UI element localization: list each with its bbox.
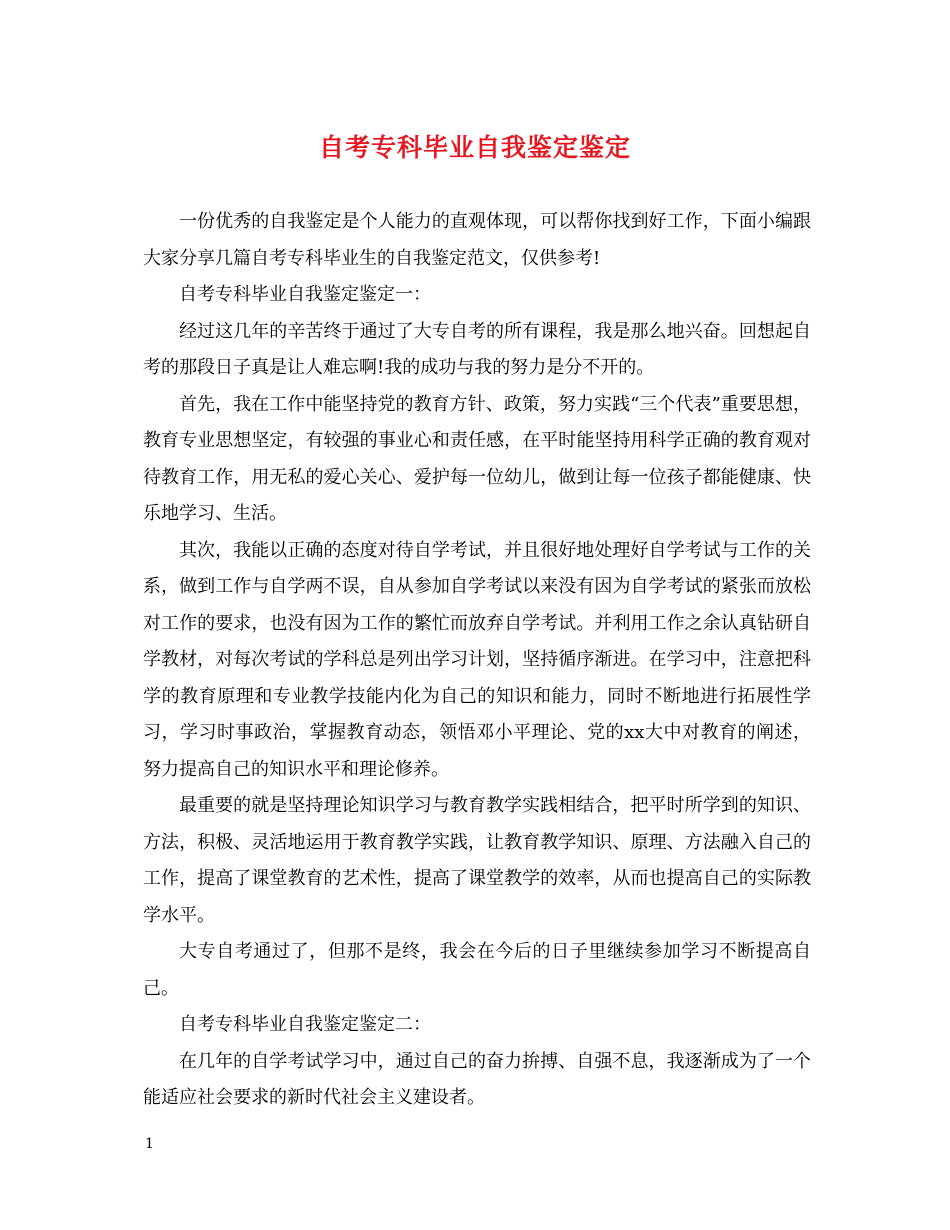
- paragraph: 经过这几年的辛苦终于通过了大专自考的所有课程，我是那么地兴奋。回想起自考的那段日子真是让人难忘啊!我的成功与我的努力是分不开的。: [143, 320, 811, 378]
- section-heading-two: 自考专科毕业自我鉴定鉴定二：: [179, 1014, 431, 1035]
- document-body: [143, 204, 811, 1117]
- paragraph: 大专自考通过了，但那不是终，我会在今后的日子里继续参加学习不断提高自己。: [143, 941, 811, 999]
- paragraph: 最重要的就是坚持理论知识学习与教育教学实践相结合，把平时所学到的知识、方法，积极、灵活地运用于教育教学实践，让教育教学知识、原理、方法融入自己的工作，提高了课堂教育的艺术性，提高了课堂教学的效率，从而也提高自己的实际教学水平。: [143, 795, 811, 926]
- paragraph-intro: 一份优秀的自我鉴定是个人能力的直观体现，可以帮你找到好工作，下面小编跟大家分享几篇自考专科毕业生的自我鉴定范文，仅供参考!: [143, 211, 811, 269]
- paragraph: 首先，我在工作中能坚持党的教育方针、政策，努力实践“三个代表”重要思想，教育专业思想坚定，有较强的事业心和责任感，在平时能坚持用科学正确的教育观对待教育工作，用无私的爱心关心、爱护每一位幼儿，做到让每一位孩子都能健康、快乐地学习、生活。: [143, 393, 811, 524]
- document-title: 自考专科毕业自我鉴定鉴定: [318, 133, 631, 162]
- paragraph: 其次，我能以正确的态度对待自学考试，并且很好地处理好自学考试与工作的关系，做到工作与自学两不误，自从参加自学考试以来没有因为自学考试的紧张而放松对工作的要求，也没有因为工作的繁忙而放弃自学考试。并利用工作之余认真钻研自学教材，对每次考试的学科总是列出学习计划，坚持循序渐进。在学习中，注意把科学的教育原理和专业教学技能内化为自己的知识和能力，同时不断地进行拓展性学习，学习时事政治，掌握教育动态，领悟邓小平理论、党的xx大中对教育的阐述，努力提高自己的知识水平和理论修养。: [143, 539, 811, 780]
- section-heading-one: 自考专科毕业自我鉴定鉴定一：: [179, 284, 431, 305]
- paragraph: 在几年的自学考试学习中，通过自己的奋力拚搏、自强不息，我逐渐成为了一个能适应社会要求的新时代社会主义建设者。: [143, 1050, 811, 1108]
- page-number: 1: [145, 1136, 154, 1152]
